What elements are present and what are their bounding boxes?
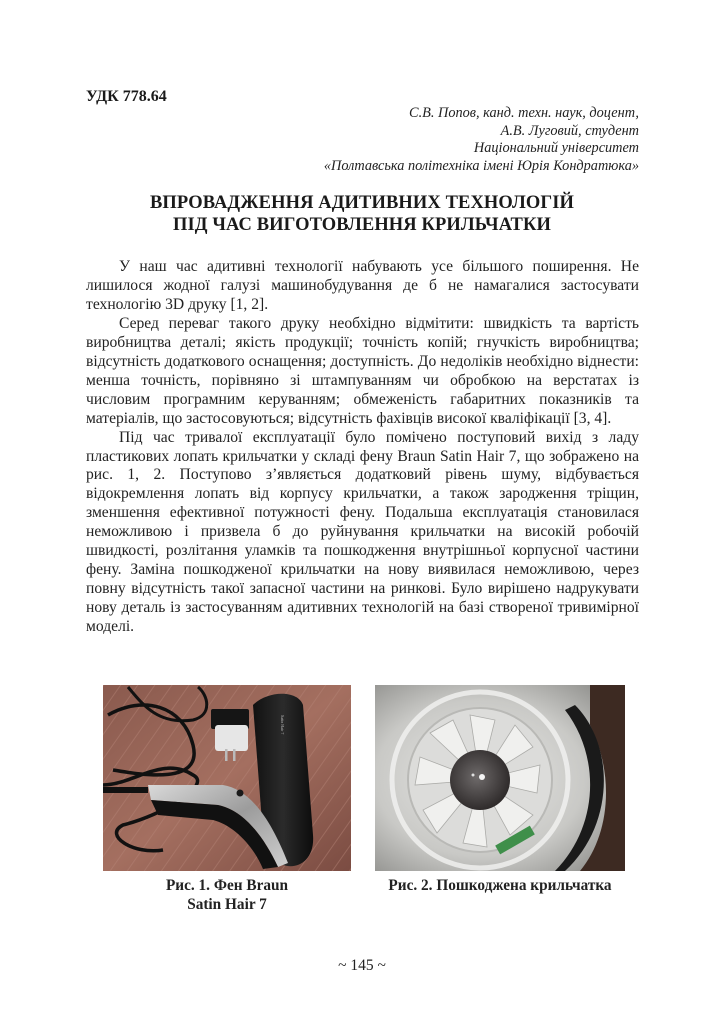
figure-1-caption	[103, 876, 351, 914]
figure-2	[375, 685, 625, 871]
page-number: ~ 145 ~	[338, 957, 386, 974]
author-block	[324, 105, 639, 175]
hair-dryer-photo	[103, 685, 351, 871]
paragraph: Під час тривалої експлуатації було помічено поступовий вихід з ладу пластикових лопать крильчатки у складі фену Braun Satin Hair 7, що зображено на рис. 1, 2. Поступово з’являється додатковий рівень шуму, відбувається відокремлення лопать від корпусу крильчатки, а також зародження тріщин, зменшення ефективної потужності фену. Подальша експлуатація становилася неможливою і призвела б до руйнування крильчатки на високій робочій швидкості, розлітання уламків та пошкодження внутрішньої корпусної частини фену. Заміна пошкодженої крильчатки на нову виявилася неможливою, через повну відсутність такої запасної частини на ринкові. Було вирішено надрукувати нову деталь із застосуванням адитивних технологій на базі створеної тривимірної моделі.	[86, 428, 639, 636]
caption-line: Satin Hair 7	[187, 896, 267, 913]
author-line: А.В. Луговий, студент	[500, 122, 639, 139]
paragraph: У наш час адитивні технології набувають усе більшого поширення. Не лишилося жодної галузі машинобудування де б не намагалися застосувати технологію 3D друку [1, 2].	[86, 258, 639, 313]
title-line: ПІД ЧАС ВИГОТОВЛЕННЯ КРИЛЬЧАТКИ	[173, 214, 551, 235]
udk-code: УДК 778.64	[86, 88, 167, 105]
title-line: ВПРОВАДЖЕННЯ АДИТИВНИХ ТЕХНОЛОГІЙ	[149, 193, 574, 213]
author-line: С.В. Попов, канд. техн. наук, доцент,	[409, 105, 639, 121]
svg-text:Satin Hair 7: Satin Hair 7	[280, 715, 285, 735]
paper-title	[86, 193, 638, 236]
caption-line: Рис. 2. Пошкоджена крильчатка	[388, 877, 612, 894]
impeller-photo	[375, 685, 625, 871]
figure-2-caption	[362, 876, 638, 895]
body-text	[86, 258, 639, 637]
figure-1	[103, 685, 351, 871]
affiliation-line: «Полтавська політехніка імені Юрія Кондратюка»	[323, 157, 639, 174]
affiliation-line: Національний університет	[473, 140, 639, 156]
caption-line: Рис. 1. Фен Braun	[165, 877, 289, 894]
paragraph: Серед переваг такого друку необхідно відмітити: швидкість та вартість виробництва деталі; якість продукції; точність копій; гнучкість виробництва; відсутність додаткового оснащення; доступність. До недоліків необхідно віднести: менша точність, порівняно зі штампуванням чи обробкою на верстатах із числовим програмним керуванням; обмеженість габаритних показників та матеріалів, що застосовуються; відсутність фахівців високої кваліфікації [3, 4].	[86, 314, 639, 427]
